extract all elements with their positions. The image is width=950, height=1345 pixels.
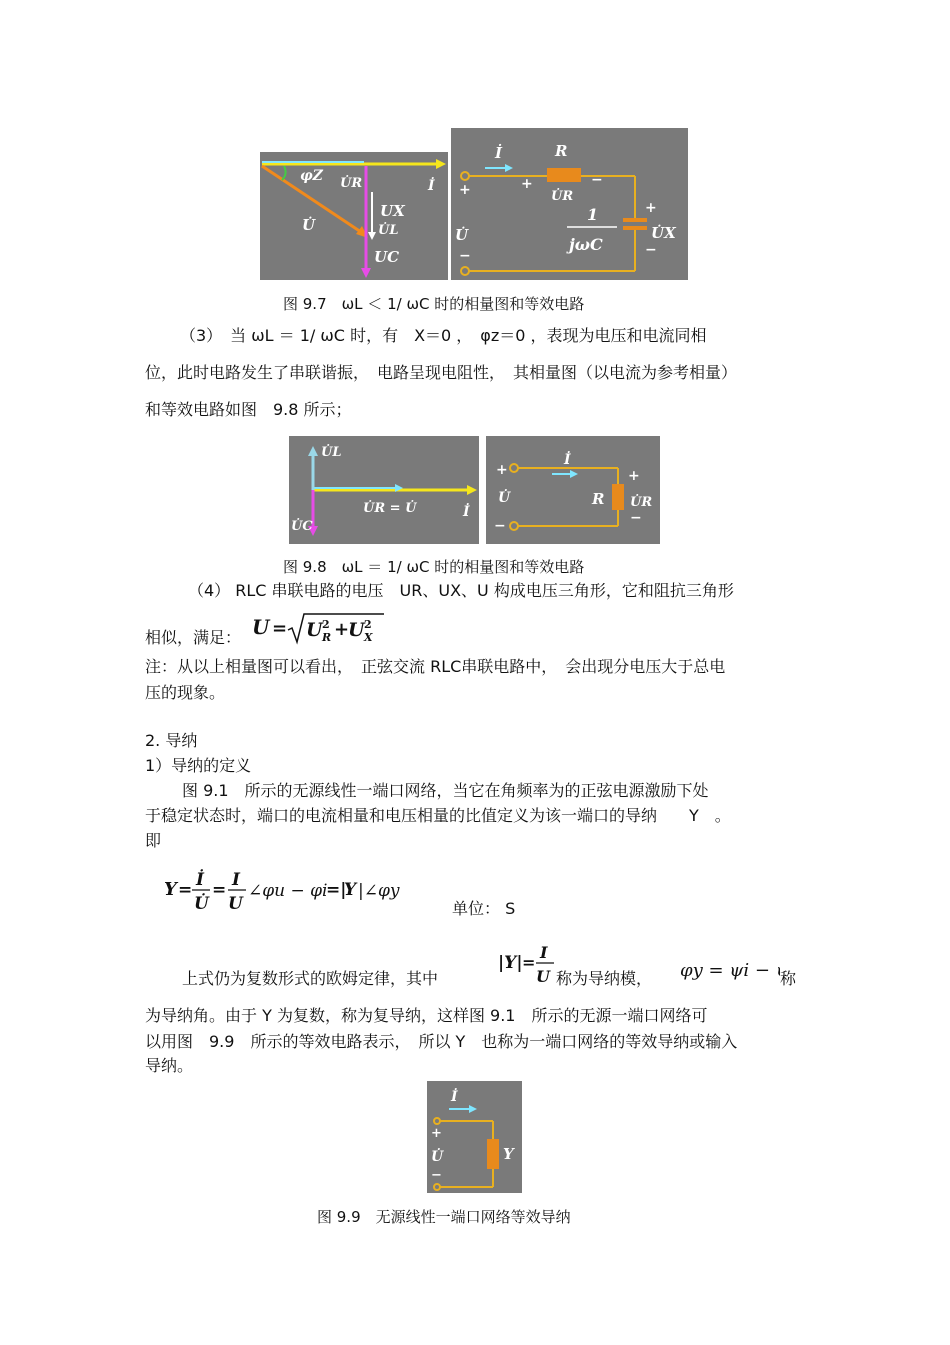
fig97-circuit-plus2: + (459, 182, 471, 198)
svg-text:+: + (334, 619, 350, 640)
svg-text:=: = (522, 953, 536, 972)
fig97-phasor-diagram (260, 152, 448, 280)
p3-line3: 和等效电路如图 9.8 所示； (145, 400, 352, 419)
p4-line1: （4） RLC 串联电路的电压 UR、UX、U 构成电压三角形，它和阻抗三角形 (188, 581, 734, 600)
svg-text:Y: Y (164, 879, 177, 900)
fig98-circuit-panel (486, 436, 660, 544)
svg-text:U: U (252, 615, 270, 639)
svg-text:=|: =| (326, 880, 347, 900)
svg-text:U̇: U̇ (194, 894, 209, 914)
fig98-circuit-ur: U̇R (630, 495, 653, 510)
explain-line3: 导纳。 (145, 1056, 194, 1075)
fig97-caption: 图 9.7 ωL ＜ 1/ ωC 时的相量图和等效电路 (283, 295, 585, 313)
fig98-phasor-diagram (289, 436, 479, 544)
svg-text:X: X (364, 631, 373, 644)
fig97-circuit-one: 1 (587, 205, 599, 224)
fig97-circuit-minus2: − (459, 248, 471, 264)
note-line2: 压的现象。 (145, 683, 226, 702)
note-line1: 注：从以上相量图可以看出， 正弦交流 RLC串联电路中， 会出现分电压大于总电 (145, 657, 726, 676)
svg-text:|∠φy: |∠φy (358, 881, 400, 901)
svg-text:İ: İ (196, 870, 204, 890)
svg-text:U: U (536, 967, 550, 986)
fig97-label-ur: U̇R (340, 176, 363, 191)
fig99-label-u: U̇ (431, 1149, 444, 1165)
svg-text:U: U (228, 894, 243, 914)
fig97-circuit-ur: U̇R (551, 189, 574, 204)
p3-line2: 位，此时电路发生了串联谐振， 电路呈现电阻性， 其相量图（以电流为参考相量） (145, 363, 738, 382)
fig98-circuit-plus2: + (628, 468, 640, 484)
fig97-label-i: İ (428, 178, 435, 194)
fig97-circuit-ux: U̇X (651, 224, 676, 242)
def-line2: 于稳定状态时，端口的电流相量和电压相量的比值定义为该一端口的导纳 Y 。 (145, 806, 731, 825)
svg-text:I: I (540, 943, 548, 962)
fig97-label-ux: UX (380, 202, 405, 220)
fig97-circuit-diagram (451, 128, 688, 280)
voltage-triangle-formula (250, 608, 390, 652)
fig97-circuit-i: İ (495, 144, 503, 162)
fig99-caption: 图 9.9 无源线性一端口网络等效导纳 (317, 1208, 571, 1226)
fig97-circuit-minus3: − (645, 242, 657, 258)
svg-text:|Y|: |Y| (498, 953, 523, 973)
fig98-caption: 图 9.8 ωL ＝ 1/ ωC 时的相量图和等效电路 (283, 558, 585, 576)
svg-text:φy = ψi − ψu: φy = ψi − (680, 960, 770, 981)
admittance-angle-formula (680, 952, 780, 990)
fig97-circuit-r: R (555, 142, 568, 160)
fig99-label-minus: − (431, 1168, 442, 1183)
fig99-label-i: İ (451, 1089, 458, 1105)
admittance-modulus-formula (498, 938, 556, 994)
svg-text:=: = (212, 880, 227, 900)
svg-text:Y: Y (344, 880, 357, 900)
svg-text:U: U (348, 619, 365, 641)
fig97-circuit-plus1: + (521, 176, 533, 192)
fig97-label-uc: UC (374, 248, 400, 266)
fig98-circuit-minus2: − (630, 510, 642, 526)
svg-text:=: = (178, 880, 193, 900)
fig99-circuit-panel (427, 1081, 522, 1193)
svg-text:=: = (272, 618, 288, 639)
ohm-line-mid: 称为导纳模， (556, 969, 653, 988)
fig98-circuit-u: U̇ (498, 490, 511, 506)
svg-text:∠φu − φi: ∠φu − φi (248, 881, 328, 901)
svg-text:2: 2 (364, 618, 372, 631)
fig97-circuit-plus3: + (645, 200, 657, 216)
section-heading: 2. 导纳 (145, 731, 198, 750)
explain-line2: 以用图 9.9 所示的等效电路表示， 所以 Y 也称为一端口网络的等效导纳或输入 (145, 1032, 738, 1051)
p3-line1: （3） 当 ωL ＝ 1/ ωC 时，有 X＝0 ， φz＝0 ，表现为电压和电流同相 (180, 326, 707, 345)
subsection-heading: 1）导纳的定义 (145, 756, 252, 775)
fig97-circuit-jwc: jωC (569, 235, 603, 254)
svg-text:R: R (322, 631, 332, 644)
fig98-label-i: İ (463, 504, 470, 520)
fig98-circuit-diagram (486, 436, 660, 544)
svg-text:I: I (232, 870, 240, 890)
fig98-label-ur-u: U̇R = U̇ (363, 501, 417, 516)
def-line1: 图 9.1 所示的无源线性一端口网络，当它在角频率为的正弦电源激励下处 (182, 781, 709, 800)
fig97-circuit-minus1: − (591, 172, 603, 188)
admittance-formula (162, 863, 412, 923)
unit-label: 单位： S (452, 899, 516, 918)
fig98-label-uc: U̇C (291, 519, 313, 534)
fig98-circuit-plus1: + (496, 462, 508, 478)
ohm-line-prefix: 上式仍为复数形式的欧姆定律，其中 (182, 969, 439, 988)
svg-text:2: 2 (322, 618, 330, 631)
fig98-circuit-r: R (592, 490, 605, 508)
def-line3: 即 (145, 831, 162, 850)
fig97-label-u: U̇ (302, 216, 316, 234)
fig98-circuit-minus1: − (494, 518, 506, 534)
fig97-phasor-panel (260, 152, 448, 280)
fig99-circuit-diagram (427, 1081, 522, 1193)
fig97-label-phi: φZ (300, 168, 323, 184)
fig98-label-ul: U̇L (321, 445, 342, 460)
fig97-circuit-panel (451, 128, 688, 280)
svg-text:U: U (306, 619, 323, 641)
fig98-phasor-panel (289, 436, 479, 544)
explain-line1: 为导纳角。由于 Y 为复数，称为复导纳，这样图 9.1 所示的无源一端口网络可 (145, 1006, 708, 1025)
fig97-circuit-u: U̇ (455, 226, 469, 244)
p4-line2: 相似，满足： (145, 628, 242, 647)
fig97-label-ul: U̇L (378, 223, 399, 238)
ohm-line-suffix: 称 (780, 969, 797, 988)
fig99-label-plus: + (431, 1126, 442, 1141)
fig98-circuit-i: İ (564, 452, 571, 468)
fig99-label-y: Y (503, 1145, 514, 1163)
